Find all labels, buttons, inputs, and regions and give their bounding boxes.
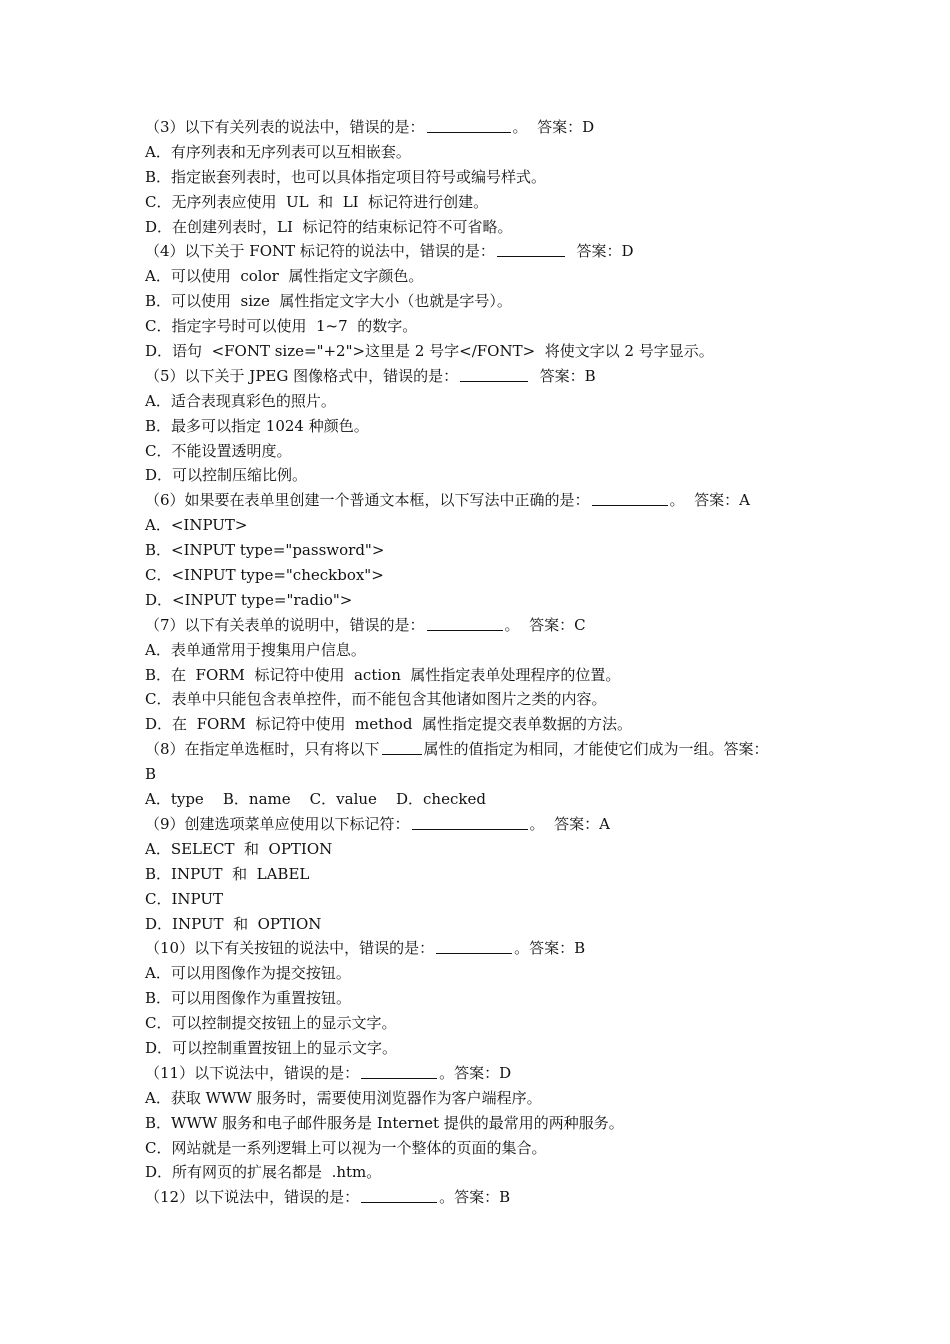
answer-key: 。答案：D [439, 1063, 512, 1082]
option-line: B．指定嵌套列表时，也可以具体指定项目符号或编号样式。 [145, 167, 547, 186]
answer-key: 。 答案：C [504, 615, 586, 634]
question-line [145, 115, 835, 140]
question-line [145, 488, 835, 513]
question-text: （8）在指定单选框时，只有将以下 [145, 740, 380, 759]
option-line: A．获取 WWW 服务时，需要使用浏览器作为客户端程序。 [145, 1088, 542, 1107]
question-text: （10）以下有关按钮的说法中，错误的是： [145, 939, 435, 958]
option-line: B．可以使用 size 属性指定文字大小（也就是字号）。 [145, 292, 512, 311]
option-line: D．在创建列表时，LI 标记符的结束标记符不可省略。 [145, 217, 513, 236]
option-line: A．可以用图像作为提交按钮。 [145, 964, 351, 983]
option-line: A．适合表现真彩色的照片。 [145, 391, 336, 410]
option-line: B．INPUT 和 LABEL [145, 864, 310, 883]
option-line: B．<INPUT type="password"> [145, 541, 385, 560]
option-line: C．指定字号时可以使用 1~7 的数字。 [145, 317, 418, 336]
question-line [145, 737, 835, 762]
option-line: D．所有网页的扩展名都是 .htm。 [145, 1163, 382, 1182]
option-line: A．表单通常用于搜集用户信息。 [145, 640, 366, 659]
option-line: D．在 FORM 标记符中使用 method 属性指定提交表单数据的方法。 [145, 715, 632, 734]
question-text: （7）以下有关表单的说明中，错误的是： [145, 615, 425, 634]
question-text: （5）以下关于 JPEG 图像格式中，错误的是： [145, 366, 459, 385]
question-line [145, 1061, 835, 1086]
answer-blank [361, 1187, 437, 1203]
option-line: C．INPUT [145, 889, 224, 908]
question-text: （3）以下有关列表的说法中，错误的是： [145, 118, 425, 136]
question-text: （9）创建选项菜单应使用以下标记符： [145, 814, 410, 833]
option-line: B．WWW 服务和电子邮件服务是 Internet 提供的最常用的两种服务。 [145, 1113, 624, 1132]
option-line: C．无序列表应使用 UL 和 LI 标记符进行创建。 [145, 192, 489, 211]
answer-blank [361, 1063, 437, 1079]
answer-key: 。 答案：A [669, 491, 750, 510]
answer-blank [436, 938, 512, 954]
question-line [145, 613, 835, 638]
option-line: C．不能设置透明度。 [145, 441, 292, 460]
option-line: A．有序列表和无序列表可以互相嵌套。 [145, 142, 411, 161]
option-line: B．可以用图像作为重置按钮。 [145, 989, 352, 1008]
answer-key: 答案：B [530, 366, 596, 385]
option-line: B．在 FORM 标记符中使用 action 属性指定表单处理程序的位置。 [145, 665, 621, 684]
answer-blank [427, 117, 511, 133]
answer-blank [382, 739, 422, 755]
option-line: A．<INPUT> [145, 516, 248, 535]
question-text: （6）如果要在表单里创建一个普通文本框，以下写法中正确的是： [145, 491, 590, 510]
answer-key: 。答案：B [439, 1188, 511, 1207]
answer-blank [427, 615, 503, 631]
option-line: D．可以控制重置按钮上的显示文字。 [145, 1038, 398, 1057]
option-line: C．网站就是一系列逻辑上可以视为一个整体的页面的集合。 [145, 1138, 547, 1157]
option-line: C．<INPUT type="checkbox"> [145, 566, 384, 585]
answer-key: 答案：D [566, 242, 634, 261]
question-line [145, 1185, 835, 1210]
question-text: （4）以下关于 FONT 标记符的说法中，错误的是： [145, 242, 495, 261]
option-line: A．SELECT 和 OPTION [145, 839, 333, 858]
question-line [145, 936, 835, 961]
question-line [145, 239, 835, 264]
question-line [145, 364, 835, 389]
option-line: D．<INPUT type="radio"> [145, 590, 353, 609]
question-list [145, 115, 835, 1210]
option-line: C．表单中只能包含表单控件，而不能包含其他诸如图片之类的内容。 [145, 690, 607, 709]
option-line: D．可以控制压缩比例。 [145, 466, 308, 485]
option-line: A．type B．name C．value D．checked [145, 790, 486, 809]
question-text: （11）以下说法中，错误的是： [145, 1063, 360, 1082]
option-line: B [145, 765, 157, 784]
option-line: D．INPUT 和 OPTION [145, 914, 322, 933]
option-line: C．可以控制提交按钮上的显示文字。 [145, 1014, 397, 1033]
option-line: D．语句 <FONT size="+2">这里是 2 号字</FONT> 将使文字以 2 号字显示。 [145, 342, 714, 361]
answer-blank [592, 490, 668, 506]
answer-key: 属性的值指定为相同，才能使它们成为一组。答案： [423, 740, 769, 759]
option-line: A．可以使用 color 属性指定文字颜色。 [145, 267, 424, 286]
question-line [145, 812, 835, 837]
answer-blank [412, 814, 528, 830]
answer-key: 。 答案：D [512, 118, 595, 136]
answer-key: 。答案：B [514, 939, 586, 958]
option-line: B．最多可以指定 1024 种颜色。 [145, 416, 369, 435]
answer-blank [460, 366, 528, 382]
question-text: （12）以下说法中，错误的是： [145, 1188, 360, 1207]
answer-blank [497, 241, 565, 257]
answer-key: 。 答案：A [529, 814, 610, 833]
